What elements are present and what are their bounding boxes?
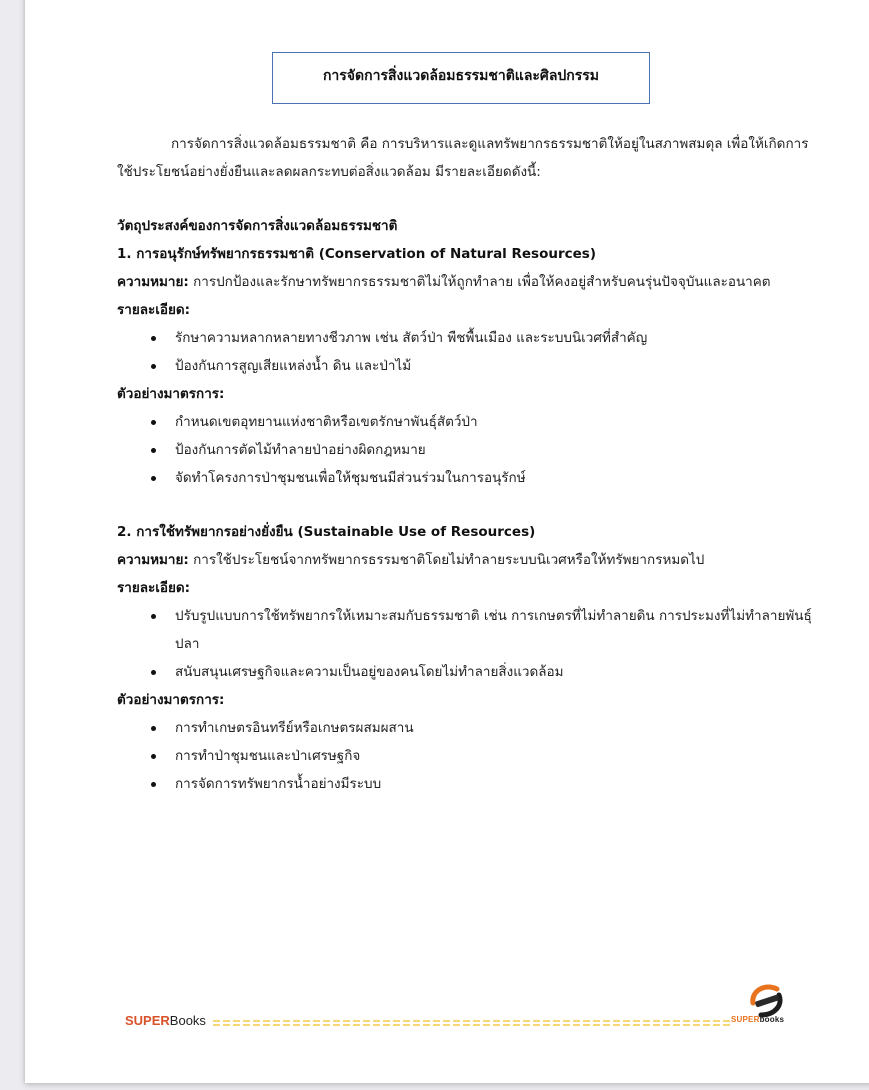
bullet-icon [151, 726, 156, 731]
list-item: ปรับรูปแบบการใช้ทรัพยากรให้เหมาะสมกับธรรมชาติ เช่น การเกษตรที่ไม่ทำลายดิน การประมงที่ไม่ทำลายพันธุ์ปลา [151, 602, 817, 658]
meaning-line [117, 546, 817, 574]
list-item: การทำเกษตรอินทรีย์หรือเกษตรผสมผสาน [151, 714, 817, 742]
bullet-icon [151, 476, 156, 481]
examples-label: ตัวอย่างมาตรการ: [117, 692, 225, 708]
document-body [117, 130, 817, 798]
meaning-text: การปกป้องและรักษาทรัพยากรธรรมชาติไม่ให้ถูกทำลาย เพื่อให้คงอยู่สำหรับคนรุ่นปัจจุบันและอนาคต [188, 274, 771, 290]
meaning-text: การใช้ประโยชน์จากทรัพยากรธรรมชาติโดยไม่ทำลายระบบนิเวศหรือให้ทรัพยากรหมดไป [188, 552, 705, 568]
bullet-icon [151, 420, 156, 425]
superbooks-logo-icon [731, 973, 791, 1033]
list-item: การทำป่าชุมชนและป่าเศรษฐกิจ [151, 742, 817, 770]
examples-list [117, 408, 817, 492]
details-label: รายละเอียด: [117, 580, 191, 596]
bullet-icon [151, 782, 156, 787]
meaning-label: ความหมาย: [117, 552, 189, 568]
intro-paragraph: การจัดการสิ่งแวดล้อมธรรมชาติ คือ การบริหารและดูแลทรัพยากรธรรมชาติให้อยู่ในสภาพสมดุล เพื่อให้เกิดการใช้ประโยชน์อย่างยั่งยืนและลดผลกระทบต่อสิ่งแวดล้อม มีรายละเอียดดังนี้: [117, 136, 809, 180]
details-label: รายละเอียด: [117, 302, 191, 318]
document-page [25, 0, 869, 1083]
bullet-icon [151, 614, 156, 619]
list-item: ป้องกันการตัดไม้ทำลายป่าอย่างผิดกฎหมาย [151, 436, 817, 464]
section-conservation [117, 240, 817, 492]
list-item: กำหนดเขตอุทยานแห่งชาติหรือเขตรักษาพันธุ์สัตว์ป่า [151, 408, 817, 436]
examples-list [117, 714, 817, 798]
details-list [117, 324, 817, 380]
section-heading: 1. การอนุรักษ์ทรัพยากรธรรมชาติ (Conservation of Natural Resources) [117, 246, 596, 262]
logo-wordmark: SUPERbooks [731, 1015, 785, 1024]
list-item: รักษาความหลากหลายทางชีวภาพ เช่น สัตว์ป่า พืชพื้นเมือง และระบบนิเวศที่สำคัญ [151, 324, 817, 352]
list-item: สนับสนุนเศรษฐกิจและความเป็นอยู่ของคนโดยไม่ทำลายสิ่งแวดล้อม [151, 658, 817, 686]
meaning-label: ความหมาย: [117, 274, 189, 290]
bullet-icon [151, 364, 156, 369]
section-heading: 2. การใช้ทรัพยากรอย่างยั่งยืน (Sustainable Use of Resources) [117, 524, 536, 540]
page-footer [125, 1007, 825, 1037]
objectives-heading: วัตถุประสงค์ของการจัดการสิ่งแวดล้อมธรรมชาติ [117, 218, 398, 234]
bullet-icon [151, 448, 156, 453]
details-list [117, 602, 817, 686]
footer-brand: SUPERBooks [125, 1013, 206, 1028]
bullet-icon [151, 336, 156, 341]
meaning-line [117, 268, 817, 296]
examples-label: ตัวอย่างมาตรการ: [117, 386, 225, 402]
list-item: ป้องกันการสูญเสียแหล่งน้ำ ดิน และป่าไม้ [151, 352, 817, 380]
section-sustainable-use [117, 518, 817, 798]
title-box [272, 52, 650, 104]
list-item: จัดทำโครงการป่าชุมชนเพื่อให้ชุมชนมีส่วนร่วมในการอนุรักษ์ [151, 464, 817, 492]
bullet-icon [151, 670, 156, 675]
list-item: การจัดการทรัพยากรน้ำอย่างมีระบบ [151, 770, 817, 798]
bullet-icon [151, 754, 156, 759]
footer-dashed-divider [213, 1020, 731, 1026]
document-title: การจัดการสิ่งแวดล้อมธรรมชาติและศิลปกรรม [322, 68, 600, 84]
